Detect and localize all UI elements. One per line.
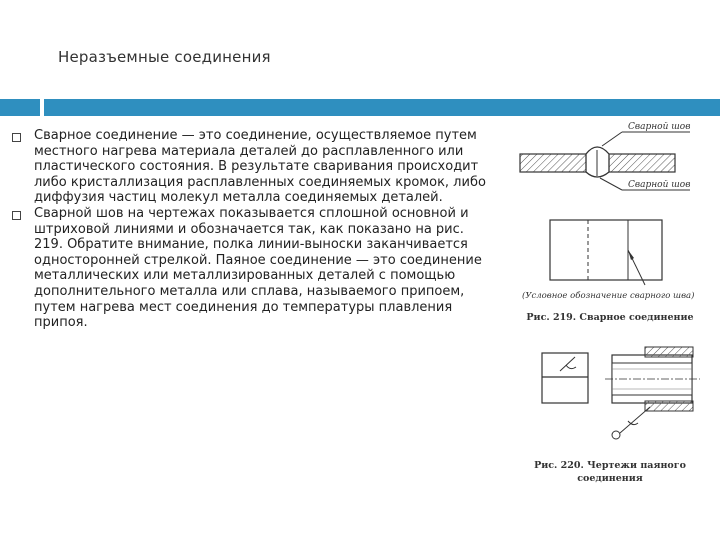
slide-title: Неразъемные соединения xyxy=(58,48,271,66)
weld-label-top: Сварной шов xyxy=(628,122,691,132)
bullet-list xyxy=(12,128,492,331)
weld-note-label: (Условное обозначение сварного шва) xyxy=(522,291,695,301)
weld-label-bottom: Сварной шов xyxy=(628,180,691,190)
figures-panel xyxy=(500,120,715,500)
solder-joint-drawing xyxy=(500,345,715,465)
fig220-caption-line1: Рис. 220. Чертежи паяного xyxy=(534,460,686,471)
fig219-caption: Рис. 219. Сварное соединение xyxy=(526,312,694,323)
bullet-square-icon xyxy=(12,133,21,142)
bullet-square-icon xyxy=(12,211,21,220)
bullet-item xyxy=(12,128,492,206)
fig220-caption-line2: соединения xyxy=(577,473,643,484)
bullet-text: Сварной шов на чертежах показывается сплошной основной и штриховой линиями и обозначается так, как показано на рис. 219. Обратите внимание, полка линии-выноски заканчивается односторонней стрелкой. Паяное соединение — это соединение металлических или металлизированных деталей с помощью дополнительного металла или сплава, называемого припоем, путем нагрева мест соединения до температуры плавления припоя. xyxy=(34,205,482,331)
bullet-item xyxy=(12,206,492,331)
weld-joint-drawing xyxy=(500,120,715,310)
accent-bar-right xyxy=(44,99,720,116)
bullet-text: Сварное соединение — это соединение, осуществляемое путем местного нагрева материала деталей до расплавленного или пластического состояния. В результате сваривания происходит либо кристаллизация расплавленных соединяемых кромок, либо диффузия частиц молекул металла соединяемых деталей. xyxy=(34,128,486,206)
accent-bar-left xyxy=(0,99,40,116)
